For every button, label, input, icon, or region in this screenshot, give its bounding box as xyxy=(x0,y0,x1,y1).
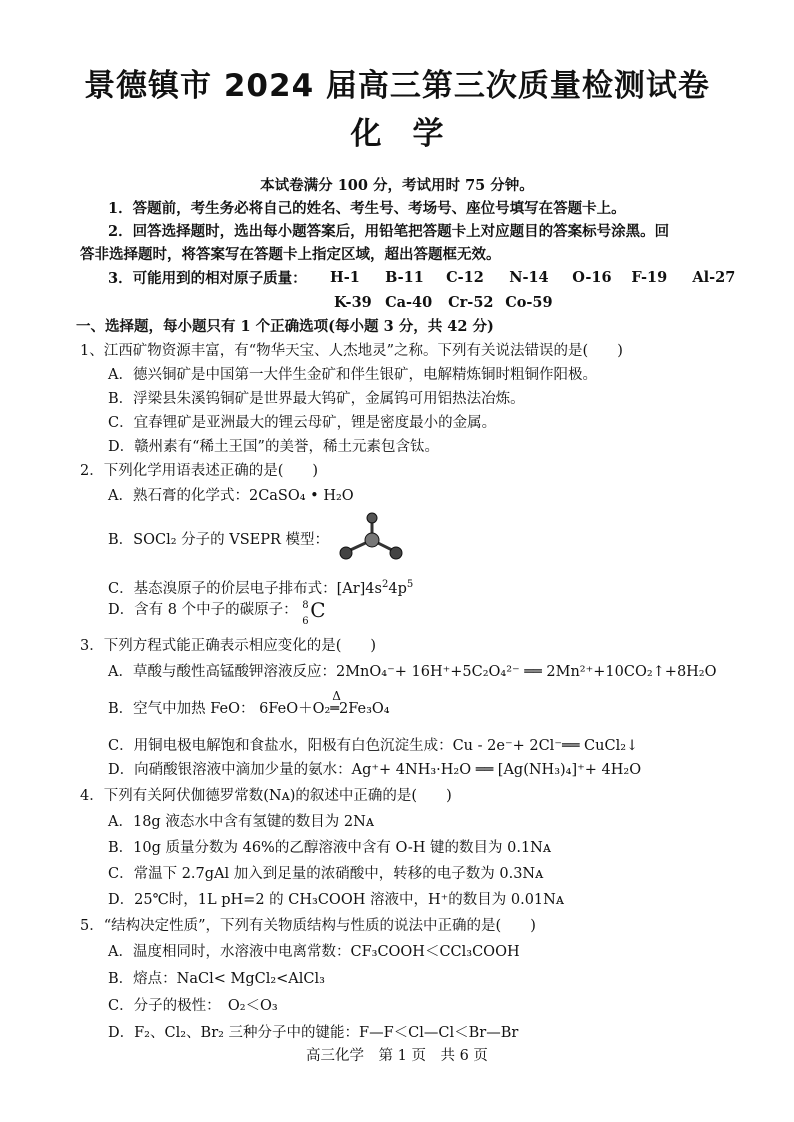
mass-item: H-1 xyxy=(330,269,360,286)
q2-option-c xyxy=(108,575,413,599)
carbon-nuclide xyxy=(302,598,326,627)
q3-option-b-text: B．空气中加热 FeO： xyxy=(108,701,255,717)
q1-option-c: C．宜春锂矿是亚洲最大的锂云母矿，锂是密度最小的金属。 xyxy=(108,415,497,431)
q2-option-c-text: C．基态溴原子的价层电子排布式：[Ar]4s xyxy=(108,581,382,597)
page-footer: 高三化学 第 1 页 共 6 页 xyxy=(306,1048,488,1064)
mass-item: Ca-40 xyxy=(385,294,433,311)
q2-stem: 2．下列化学用语表述正确的是( ) xyxy=(80,463,319,479)
note-3: 3．可能用到的相对原子质量： xyxy=(108,270,307,287)
q4-option-b: B．10g 质量分数为 46%的乙醇溶液中含有 O-H 键的数目为 0.1Nᴀ xyxy=(108,840,552,856)
q5-option-c: C．分子的极性： O₂＜O₃ xyxy=(108,998,278,1014)
q2-option-c-sup-2: 5 xyxy=(406,579,414,590)
q3-option-b xyxy=(108,689,390,719)
q3-option-b-equation-2: ═2Fe₃O₄ xyxy=(330,701,390,717)
note-1: 1．答题前，考生务必将自己的姓名、考生号、考场号、座位号填写在答题卡上。 xyxy=(108,200,626,217)
mass-item: Al-27 xyxy=(692,269,736,286)
atomic-masses-row-1 xyxy=(330,269,735,286)
q2-option-d xyxy=(108,598,326,627)
section-heading: 一、选择题，每小题只有 1 个正确选项(每小题 3 分，共 42 分) xyxy=(76,318,494,335)
q2-option-a: A．熟石膏的化学式：2CaSO₄ • H₂O xyxy=(108,488,354,504)
element-symbol: C xyxy=(310,598,326,622)
mass-item: B-11 xyxy=(385,269,424,286)
exam-subject: 化 学 xyxy=(350,116,444,152)
atomic-masses-row-2 xyxy=(334,294,553,311)
q2-option-c-sup: 2 xyxy=(381,579,389,590)
q5-option-d: D．F₂、Cl₂、Br₂ 三种分子中的键能：F—F＜Cl—Cl＜Br—Br xyxy=(108,1025,519,1041)
heat-symbol: Δ xyxy=(332,689,341,703)
q4-option-d: D．25℃时，1L pH=2 的 CH₃COOH 溶液中，H⁺的数目为 0.01Nᴀ xyxy=(108,892,565,908)
q5-stem: 5．“结构决定性质”，下列有关物质结构与性质的说法中正确的是( ) xyxy=(80,918,536,934)
mass-item: C-12 xyxy=(446,269,484,286)
q2-option-b: B．SOCl₂ 分子的 VSEPR 模型： xyxy=(108,532,330,548)
note-2b: 答非选择题时，将答案写在答题卡上指定区域，超出答题框无效。 xyxy=(80,246,501,263)
q1-option-a: A．德兴铜矿是中国第一大伴生金矿和伴生银矿，电解精炼铜时粗铜作阳极。 xyxy=(108,367,597,383)
mass-item: Cr-52 xyxy=(448,294,494,311)
q4-option-a: A．18g 液态水中含有氢键的数目为 2Nᴀ xyxy=(108,814,375,830)
q5-option-a: A．温度相同时，水溶液中电离常数：CF₃COOH＜CCl₃COOH xyxy=(108,944,520,960)
mass-item: O-16 xyxy=(572,269,612,286)
q5-option-b: B．熔点：NaCl< MgCl₂<AlCl₃ xyxy=(108,971,325,987)
q3-option-d: D．向硝酸银溶液中滴加少量的氨水：Ag⁺+ 4NH₃·H₂O ══ [Ag(NH₃)₄]⁺+ 4H₂O xyxy=(108,762,642,778)
q3-option-c: C．用铜电极电解饱和食盐水，阳极有白色沉淀生成：Cu - 2e⁻+ 2Cl⁻══ CuCl₂↓ xyxy=(108,738,639,754)
mass-number: 8 xyxy=(302,600,309,611)
exam-title: 景德镇市 2024 届高三第三次质量检测试卷 xyxy=(84,68,710,104)
mass-item: N-14 xyxy=(509,269,549,286)
mass-item: F-19 xyxy=(631,269,668,286)
exam-intro: 本试卷满分 100 分，考试用时 75 分钟。 xyxy=(260,177,534,194)
note-2a: 2．回答选择题时，选出每小题答案后，用铅笔把答题卡上对应题目的答案标号涂黑。回 xyxy=(108,223,670,240)
q3-option-b-equation: 6FeO＋O₂ xyxy=(259,701,331,717)
q1-option-b: B．浮梁县朱溪钨铜矿是世界最大钨矿，金属钨可用铝热法冶炼。 xyxy=(108,391,525,407)
q1-stem: 1、江西矿物资源丰富，有“物华天宝、人杰地灵”之称。下列有关说法错误的是( ) xyxy=(80,343,623,359)
atomic-number: 6 xyxy=(302,616,309,627)
q4-stem: 4．下列有关阿伏伽德罗常数(Nᴀ)的叙述中正确的是( ) xyxy=(80,788,452,804)
mass-item: Co-59 xyxy=(505,294,553,311)
q2-option-d-text: D．含有 8 个中子的碳原子： xyxy=(108,602,298,618)
mass-item: K-39 xyxy=(334,294,372,311)
q1-option-d: D．赣州素有“稀土王国”的美誉，稀土元素包含钛。 xyxy=(108,439,439,455)
q3-stem: 3．下列方程式能正确表示相应变化的是( ) xyxy=(80,638,377,654)
q2-option-c-text-2: 4p xyxy=(388,581,407,597)
q4-option-c: C．常温下 2.7gAl 加入到足量的浓硝酸中，转移的电子数为 0.3Nᴀ xyxy=(108,866,544,882)
q3-option-a: A．草酸与酸性高锰酸钾溶液反应：2MnO₄⁻+ 16H⁺+5C₂O₄²⁻ ══ 2Mn²⁺+10CO₂↑+8H₂O xyxy=(108,664,717,680)
socl2-vsepr-model-icon xyxy=(336,512,408,562)
